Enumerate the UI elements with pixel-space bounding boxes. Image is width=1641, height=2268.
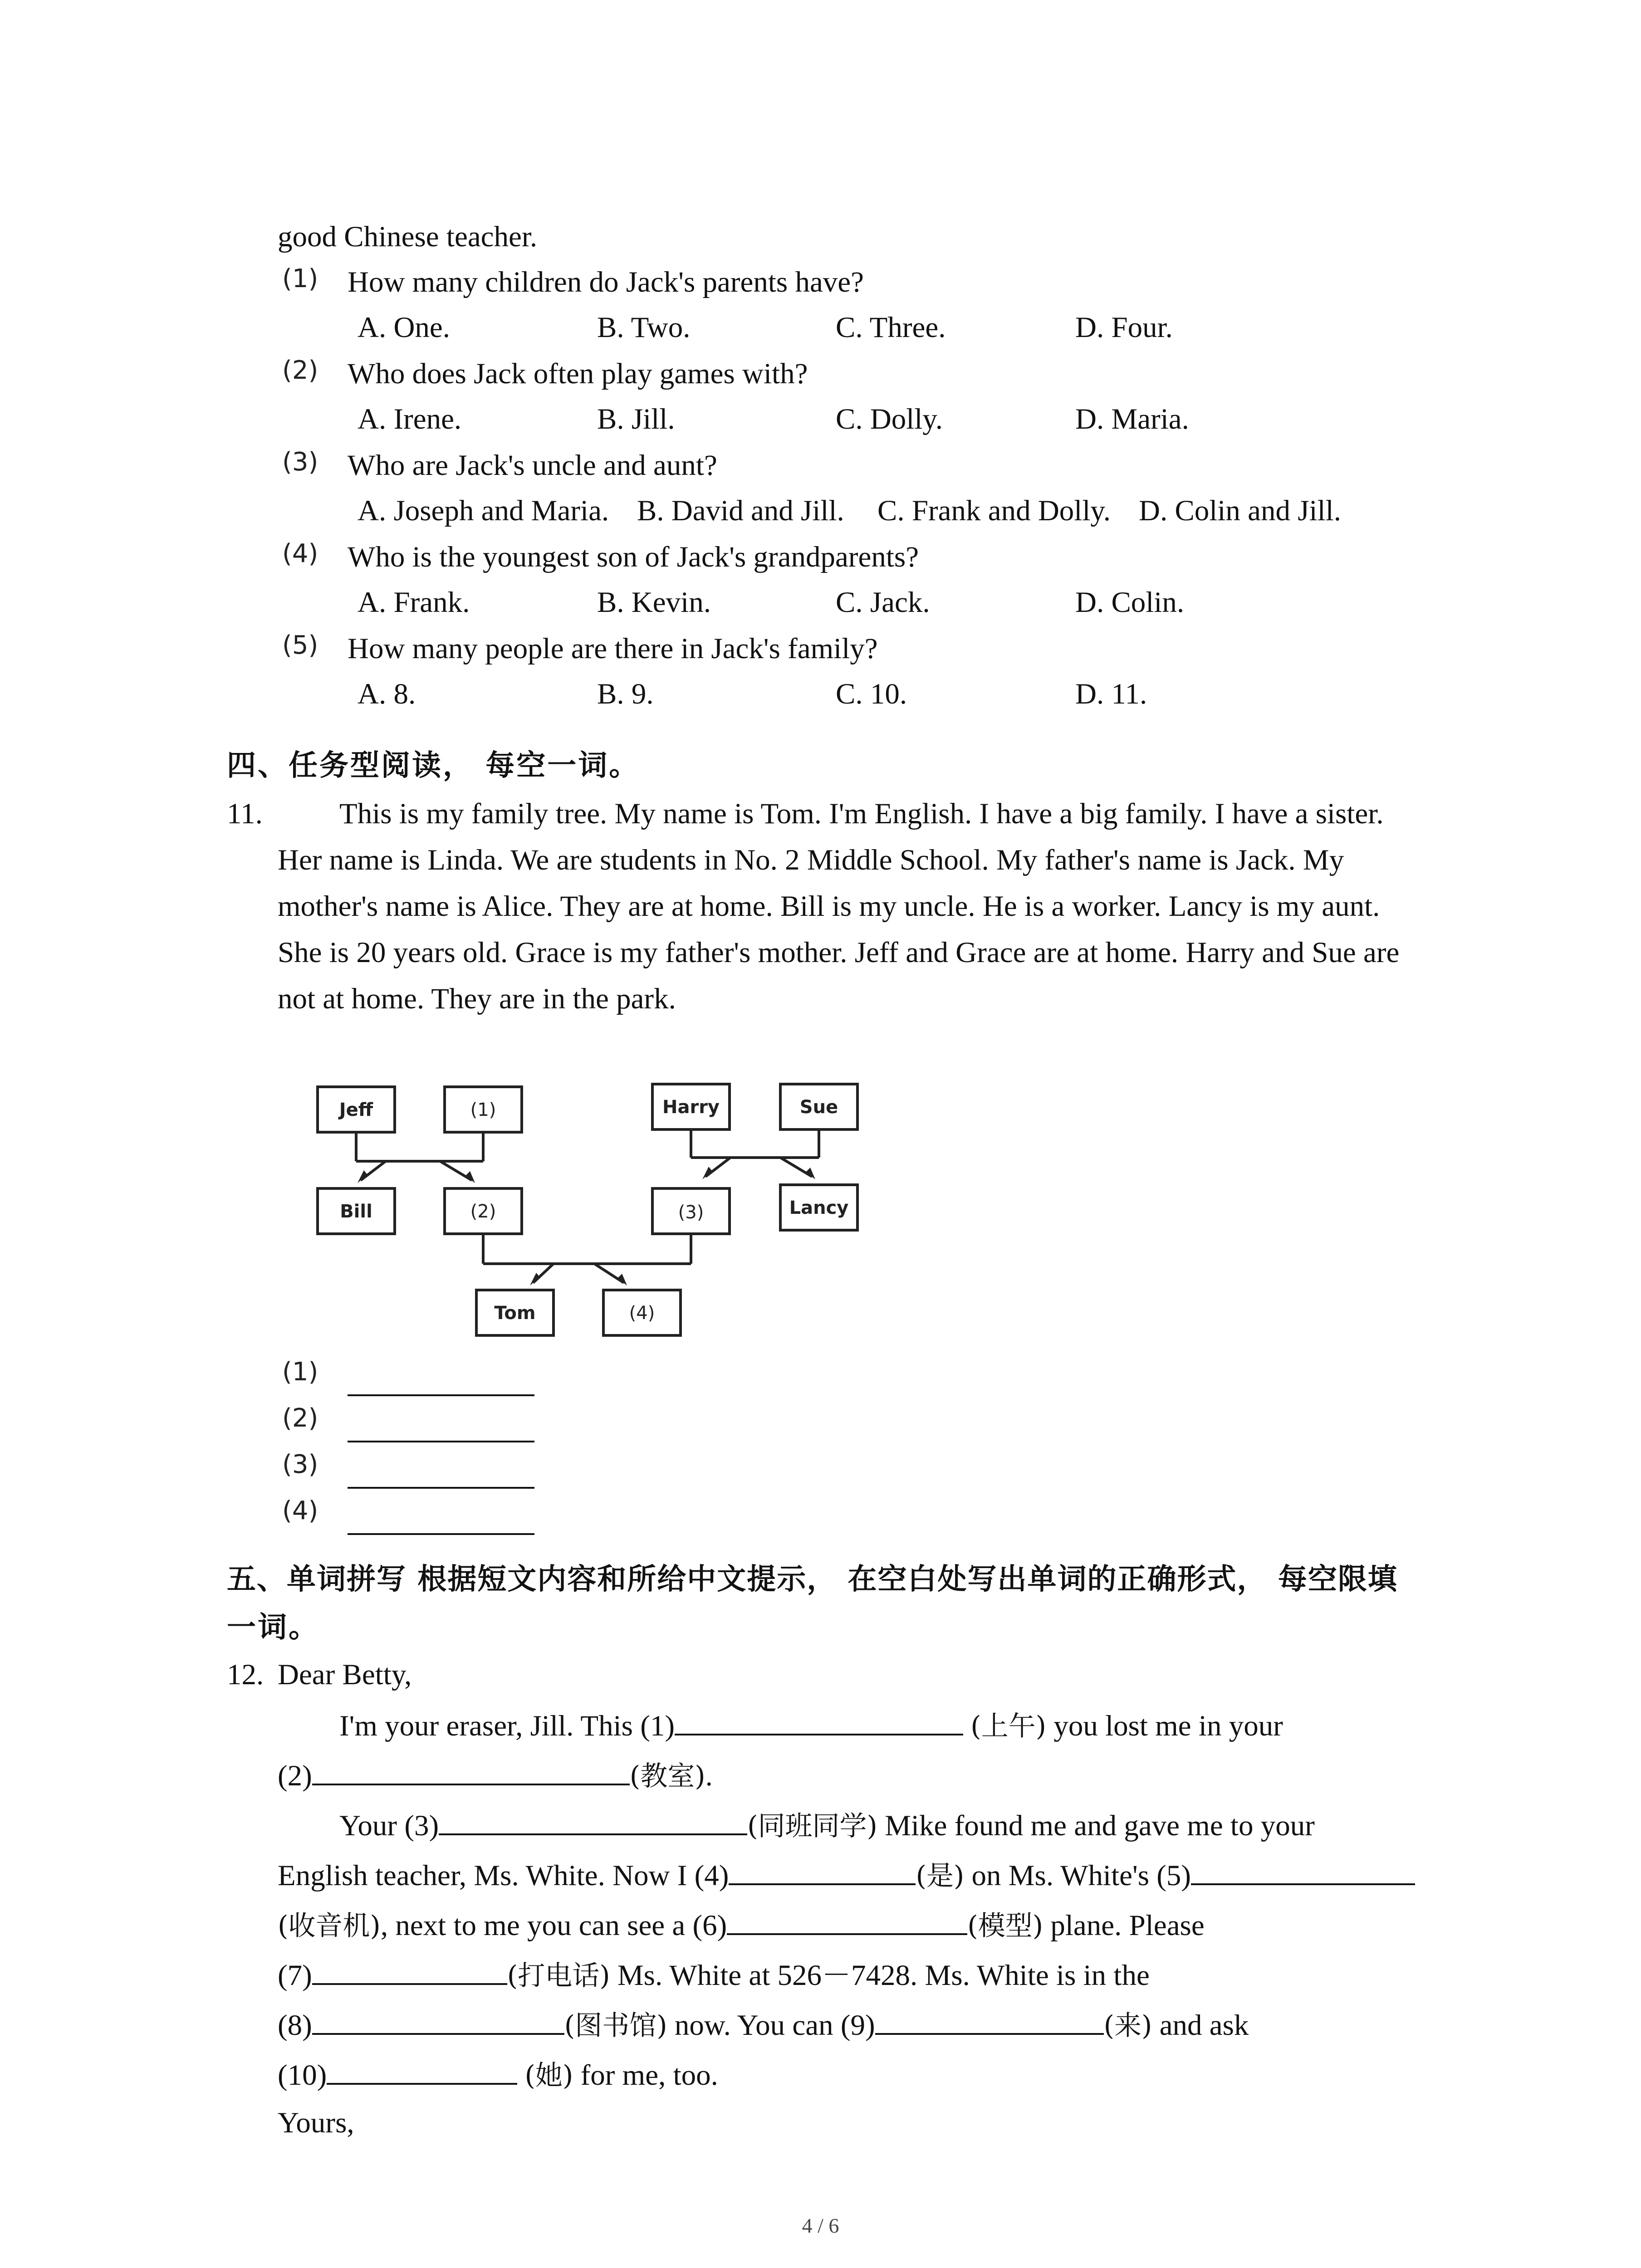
family-tree-diagram bbox=[309, 1061, 926, 1352]
hint-1: (上午) bbox=[970, 1711, 1047, 1742]
tree-label-harry: Harry bbox=[662, 1097, 720, 1118]
question-text: Who does Jack often play games with? bbox=[348, 357, 808, 390]
letter-text: . bbox=[705, 1760, 713, 1792]
question-number: (5) bbox=[282, 631, 318, 660]
letter-text: English teacher, Ms. White. Now I (4) bbox=[278, 1859, 729, 1892]
hint-5: (收音机) bbox=[278, 1910, 381, 1942]
hint-4: (是) bbox=[916, 1860, 965, 1892]
option-b: B. Two. bbox=[597, 311, 691, 344]
question-number: 12. bbox=[227, 1658, 264, 1691]
passage-line: not at home. They are in the park. bbox=[278, 982, 676, 1015]
option-a: A. One. bbox=[358, 311, 450, 344]
letter-text: plane. Please bbox=[1043, 1909, 1205, 1942]
question-number: (4) bbox=[282, 539, 318, 568]
answer-blank[interactable] bbox=[348, 1533, 534, 1535]
question-number: (3) bbox=[282, 447, 318, 477]
answer-blank[interactable] bbox=[348, 1487, 534, 1489]
option-d: D. Maria. bbox=[1075, 403, 1189, 435]
letter-text: now. You can (9) bbox=[667, 2009, 875, 2042]
question-number: (1) bbox=[282, 264, 318, 293]
option-d: D. 11. bbox=[1075, 678, 1147, 710]
letter-text: , next to me you can see a (6) bbox=[380, 1909, 727, 1942]
tree-label-blank-2: (2) bbox=[470, 1201, 496, 1222]
tree-label-sue: Sue bbox=[799, 1097, 838, 1118]
section-heading: 五、单词拼写 根据短文内容和所给中文提示， 在空白处写出单词的正确形式， 每空限填 bbox=[227, 1562, 1398, 1596]
option-a: A. Joseph and Maria. bbox=[358, 494, 609, 527]
hint-10: (她) bbox=[524, 2060, 573, 2092]
option-c: C. Three. bbox=[836, 311, 946, 344]
letter-greeting: Dear Betty, bbox=[278, 1658, 412, 1691]
question-number: (2) bbox=[282, 356, 318, 385]
section-heading: 四、任务型阅读， 每空一词。 bbox=[227, 748, 640, 782]
question-text: How many people are there in Jack's family? bbox=[348, 632, 878, 665]
option-c: C. Jack. bbox=[836, 586, 930, 619]
hint-6: (模型) bbox=[967, 1910, 1043, 1942]
letter-line bbox=[339, 1706, 1283, 1745]
blank-8[interactable] bbox=[312, 2006, 564, 2035]
passage-line: She is 20 years old. Grace is my father's mother. Jeff and Grace are at home. Harry and Sue are bbox=[278, 936, 1400, 969]
option-c: C. 10. bbox=[836, 678, 907, 710]
option-b: B. 9. bbox=[597, 678, 654, 710]
option-c: C. Frank and Dolly. bbox=[877, 494, 1111, 527]
letter-line bbox=[278, 1956, 1150, 1994]
hint-8: (图书馆) bbox=[564, 2010, 667, 2042]
blank-1[interactable] bbox=[675, 1706, 963, 1735]
question-text: How many children do Jack's parents have? bbox=[348, 266, 864, 298]
option-d: D. Colin and Jill. bbox=[1139, 494, 1341, 527]
hint-2: (教室) bbox=[629, 1760, 705, 1792]
letter-text: you lost me in your bbox=[1046, 1710, 1283, 1742]
letter-text: and ask bbox=[1152, 2009, 1249, 2042]
passage-line: mother's name is Alice. They are at home. Bill is my uncle. He is a worker. Lancy is my aunt. bbox=[278, 890, 1380, 923]
option-a: A. Frank. bbox=[358, 586, 470, 619]
blank-4[interactable] bbox=[729, 1856, 916, 1885]
section-heading-cont: 一词。 bbox=[227, 1610, 319, 1644]
option-b: B. Jill. bbox=[597, 403, 675, 435]
blank-3[interactable] bbox=[439, 1806, 747, 1835]
letter-line bbox=[278, 2056, 718, 2094]
letter-text: (2) bbox=[278, 1760, 312, 1792]
answer-number: (2) bbox=[282, 1403, 318, 1433]
letter-line bbox=[278, 1756, 713, 1794]
letter-text: Your (3) bbox=[339, 1809, 439, 1842]
answer-blank[interactable] bbox=[348, 1441, 534, 1442]
tree-label-jeff: Jeff bbox=[339, 1100, 373, 1120]
letter-text: for me, too. bbox=[573, 2059, 718, 2092]
option-d: D. Four. bbox=[1075, 311, 1173, 344]
letter-text: on Ms. White's (5) bbox=[964, 1859, 1191, 1892]
question-number: 11. bbox=[227, 797, 263, 830]
letter-text: Ms. White at 526－7428. Ms. White is in the bbox=[610, 1959, 1150, 1992]
letter-line bbox=[278, 2006, 1249, 2044]
page-number: 4 / 6 bbox=[802, 2214, 839, 2237]
hint-9: (来) bbox=[1103, 2010, 1152, 2042]
letter-text: (10) bbox=[278, 2059, 327, 2092]
tree-label-blank-3: (3) bbox=[678, 1202, 704, 1223]
tree-label-blank-4: (4) bbox=[629, 1303, 655, 1324]
tree-label-tom: Tom bbox=[494, 1303, 536, 1324]
letter-text: Mike found me and gave me to your bbox=[877, 1809, 1315, 1842]
answer-number: (4) bbox=[282, 1496, 318, 1525]
hint-3: (同班同学) bbox=[747, 1810, 877, 1842]
blank-5[interactable] bbox=[1191, 1856, 1415, 1885]
passage-tail: good Chinese teacher. bbox=[278, 220, 538, 253]
passage-line: Her name is Linda. We are students in No. 2 Middle School. My father's name is Jack. My bbox=[278, 844, 1344, 876]
passage-line: This is my family tree. My name is Tom. I'm English. I have a big family. I have a sister. bbox=[339, 797, 1384, 830]
hint-7: (打电话) bbox=[507, 1960, 610, 1992]
answer-number: (1) bbox=[282, 1357, 318, 1387]
letter-text: I'm your eraser, Jill. This (1) bbox=[339, 1710, 675, 1742]
blank-6[interactable] bbox=[727, 1906, 967, 1935]
letter-text: (7) bbox=[278, 1959, 312, 1992]
tree-label-lancy: Lancy bbox=[789, 1198, 849, 1218]
answer-blank[interactable] bbox=[348, 1394, 534, 1396]
letter-closing: Yours, bbox=[278, 2107, 354, 2139]
tree-label-blank-1: (1) bbox=[470, 1100, 496, 1120]
option-b: B. Kevin. bbox=[597, 586, 711, 619]
answer-number: (3) bbox=[282, 1450, 318, 1479]
letter-line bbox=[278, 1856, 1415, 1894]
option-c: C. Dolly. bbox=[836, 403, 943, 435]
blank-10[interactable] bbox=[327, 2056, 517, 2085]
option-b: B. David and Jill. bbox=[637, 494, 844, 527]
blank-9[interactable] bbox=[875, 2006, 1104, 2035]
letter-line bbox=[339, 1806, 1315, 1844]
letter-line bbox=[278, 1906, 1205, 1944]
question-text: Who is the youngest son of Jack's grandparents? bbox=[348, 541, 919, 573]
tree-label-bill: Bill bbox=[340, 1201, 372, 1222]
option-d: D. Colin. bbox=[1075, 586, 1185, 619]
option-a: A. 8. bbox=[358, 678, 416, 710]
option-a: A. Irene. bbox=[358, 403, 462, 435]
blank-2[interactable] bbox=[312, 1756, 630, 1785]
question-text: Who are Jack's uncle and aunt? bbox=[348, 449, 717, 482]
blank-7[interactable] bbox=[312, 1956, 507, 1985]
letter-text: (8) bbox=[278, 2009, 312, 2042]
